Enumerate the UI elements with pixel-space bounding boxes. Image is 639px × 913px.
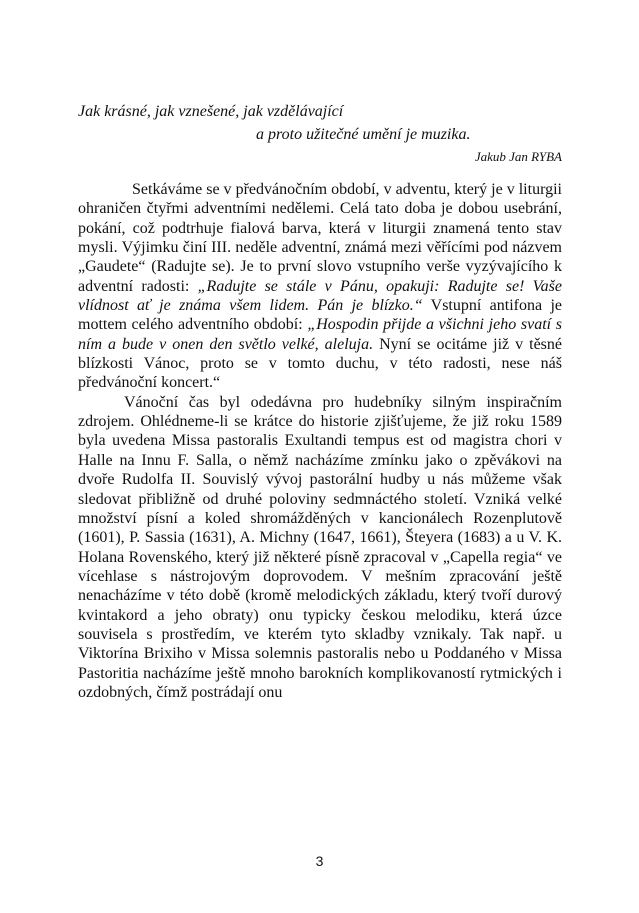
page-number: 3: [315, 853, 324, 869]
quote-antiphon: „Hospodin přijde a všichni jeho svatí s ním a bude v onen den světlo velké, aleluja.: [78, 316, 562, 353]
paragraph-history: Vánoční čas byl odedávna pro hudebníky silným inspiračním zdrojem. Ohlédneme-li se krátce do historie zjišťujeme, že již roku 1589 byla uvedena Missa pastoralis Exultandi tempus est od magistra chori v Halle na Innu F. Salla, o němž nacházíme zmínku jako o zpěvákovi na dvoře Rudolfa II. Souvislý vývoj pastorální hudby u nás můžeme však sledovat přibližně od druhé poloviny sedmnáctého století. Vzniká velké množství písní a koled shromážděných v kancionálech Rozenplutově (1601), P. Sassia (1631), A. Michny (1647, 1661), Šteyera (1683) a u V. K. Holana Rovenského, který již některé písně zpracoval v „Capella regia“ ve vícehlase s nástrojovým doprovodem. V mešním zpracování ještě nenacházíme v této době (kromě melodických základu, který tvoří durový kvintakord a jeho obraty) onu typicky českou melodiku, která úzce souvisela s prostředím, ve kterém tyto skladby vznikaly. Tak např. u Viktorína Brixiho v Missa solemnis pastoralis nebo u Poddaného v Missa Pastoritia nacházíme ještě mnoho barokních komplikovaností rytmických i ozdobných, čímž postrádají onu: [78, 393, 562, 701]
epigraph: [78, 100, 562, 165]
epigraph-line-2: a proto užitečné umění je muzika.: [256, 126, 471, 143]
paragraph-advent: [78, 180, 562, 393]
body-text: [78, 180, 562, 702]
epigraph-author: Jakub Jan RYBA: [474, 149, 562, 164]
paragraph-advent-text-1: Setkáváme se v předvánočním období, v adventu, který je v liturgii ohraničen čtyřmi adventními nedělemi. Celá tato doba je dobou usebrání, pokání, což podtrhuje fialová barva, která v liturgii znamená tento stav mysli. Výjimku činí III. neděle adventní, známá mezi věřícími pod názvem „Gaudete“ (Radujte se). Je to první slovo vstupního verše vyzývajícího k adventní radosti:: [78, 181, 562, 295]
quote-gaudete: „Radujte se stále v Pánu, opakuji: Radujte se! Vaše vlídnost ať je známa všem lidem. Pán je blízko.“: [78, 277, 562, 315]
epigraph-line-1: Jak krásné, jak vznešené, jak vzdělávající: [78, 103, 344, 120]
paragraph-advent-text-3: Nyní se ocitáme již v těsné blízkosti Vánoc, proto se v tomto duchu, v této radosti, nese náš předvánoční koncert.“: [78, 335, 563, 392]
paragraph-advent-text-2: Vstupní antifona je mottem celého adventního období:: [78, 297, 562, 334]
